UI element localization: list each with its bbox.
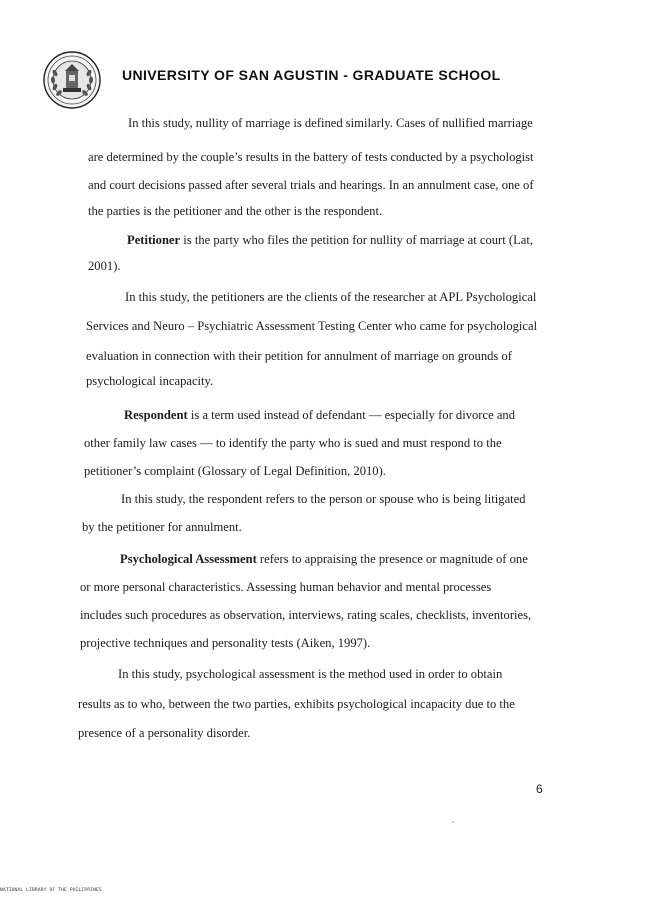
paragraph-7-line-2: results as to who, between the two parties, exhibits psychological incapacity due to the (78, 697, 515, 711)
paragraph-3-line-3: evaluation in connection with their petition for annulment of marriage on grounds of (86, 349, 512, 363)
petitioner-definition: is the party who files the petition for nullity of marriage at court (Lat, (180, 233, 534, 247)
paragraph-5-line-2: by the petitioner for annulment. (82, 520, 242, 534)
paragraph-6-line-1 (120, 553, 528, 566)
paragraph-7-line-3: presence of a personality disorder. (78, 726, 251, 740)
paragraph-3-line-2: Services and Neuro – Psychiatric Assessment Testing Center who came for psychological (86, 319, 538, 333)
paragraph-6-line-3: includes such procedures as observation, interviews, rating scales, checklists, inventories, (80, 608, 532, 622)
paragraph-3-line-1: In this study, the petitioners are the clients of the researcher at APL Psychological (125, 290, 537, 304)
petitioner-term: Petitioner (127, 233, 181, 247)
paragraph-6-line-4: projective techniques and personality tests (Aiken, 1997). (80, 636, 371, 650)
paragraph-1-line-2: are determined by the couple’s results in the battery of tests conducted by a psychologist (88, 150, 534, 164)
respondent-definition: is a term used instead of defendant — especially for divorce and (187, 408, 516, 422)
paragraph-1-line-4: the parties is the petitioner and the other is the respondent. (88, 204, 383, 218)
page-number: 6 (536, 782, 543, 796)
paragraph-4-line-1 (124, 409, 515, 422)
paragraph-3-line-4: psychological incapacity. (86, 374, 214, 388)
paragraph-2-line-2: 2001). (88, 259, 121, 273)
university-seal-icon (43, 51, 101, 109)
paragraph-6-line-2: or more personal characteristics. Assessing human behavior and mental processes (80, 580, 492, 594)
header-title: UNIVERSITY OF SAN AGUSTIN - GRADUATE SCHOOL (122, 67, 501, 83)
paragraph-1-line-1: In this study, nullity of marriage is defined similarly. Cases of nullified marriage (128, 116, 533, 130)
scan-speck (452, 821, 454, 823)
assessment-term: Psychological Assessment (120, 552, 257, 566)
paragraph-4-line-2: other family law cases — to identify the party who is sued and must respond to the (84, 436, 502, 450)
paragraph-5-line-1: In this study, the respondent refers to the person or spouse who is being litigated (121, 492, 526, 506)
paragraph-4-line-3: petitioner’s complaint (Glossary of Legal Definition, 2010). (84, 464, 386, 478)
paragraph-7-line-1: In this study, psychological assessment is the method used in order to obtain (118, 667, 503, 681)
assessment-definition: refers to appraising the presence or magnitude of one (256, 552, 528, 566)
paragraph-2-line-1 (127, 234, 533, 247)
footer-stamp: NATIONAL LIBRARY OF THE PHILIPPINES (0, 888, 102, 893)
respondent-term: Respondent (124, 408, 188, 422)
paragraph-1-line-3: and court decisions passed after several trials and hearings. In an annulment case, one of (88, 178, 534, 192)
